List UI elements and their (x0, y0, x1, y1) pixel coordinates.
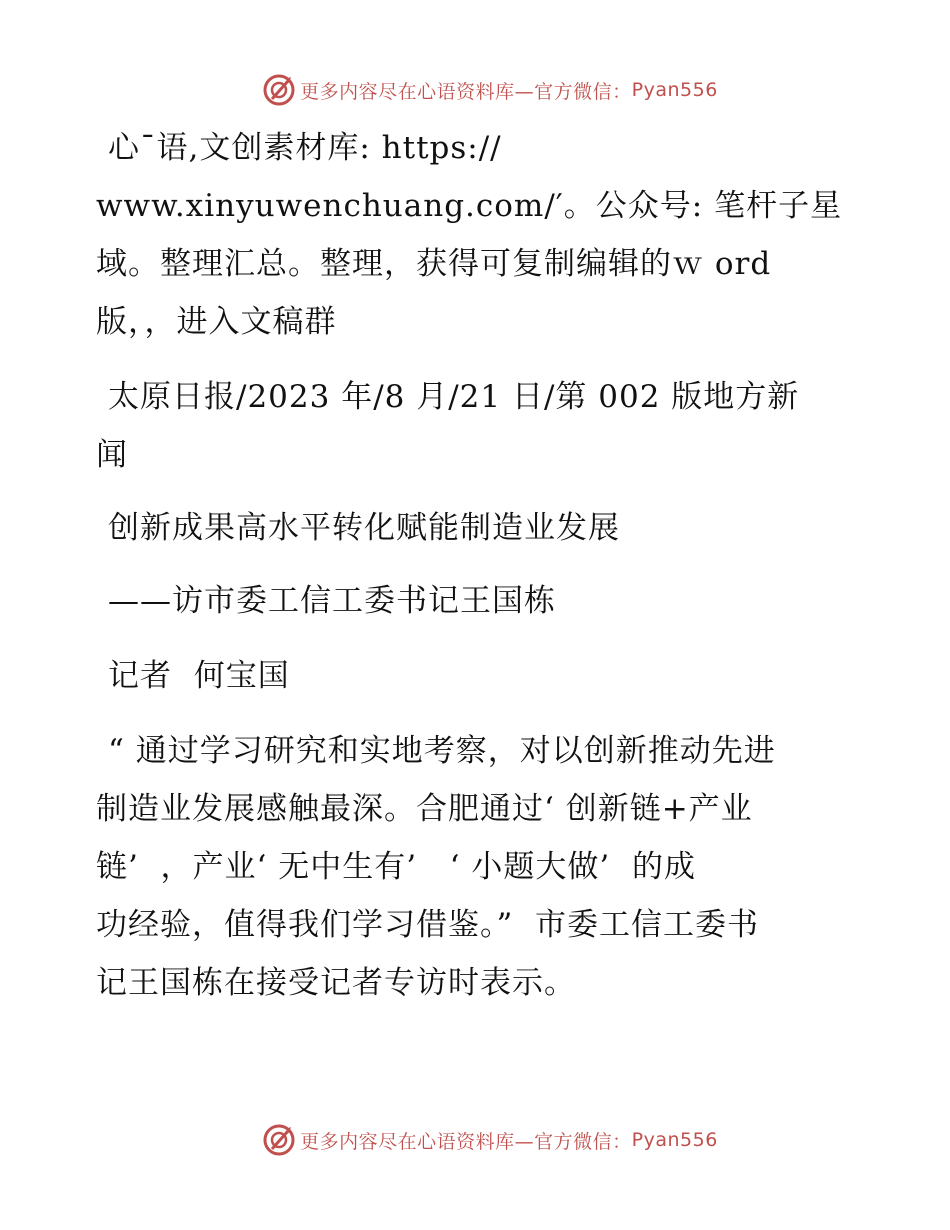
article-title: 创新成果高水平转化赋能制造业发展 (108, 510, 620, 546)
brand-logo-icon (262, 1123, 296, 1157)
footer-banner (0, 1120, 950, 1160)
intro-line-4: 版，，进入文稿群 (96, 304, 337, 340)
source-line-2: 闻 (96, 437, 128, 473)
header-banner-text: 更多内容尽在心语资料库—官方微信： (300, 80, 632, 103)
body-line-2: 制造业发展感触最深。合肥通过‘ 创新链+产业 (96, 791, 753, 827)
body-line-5: 记王国栋在接受记者专访时表示。 (96, 965, 576, 1001)
source-line-1: 太原日报/2023 年/8 月/21 日/第 002 版地方新 (108, 379, 800, 415)
brand-logo-icon (262, 73, 296, 107)
footer-wechat-id: Pyan556 (631, 1129, 718, 1151)
header-wechat-id: Pyan556 (631, 79, 718, 101)
intro-line-2: www.xinyuwenchuang.com/′。公众号: 笔杆子星 (96, 188, 843, 224)
body-line-3: 链’ ，产业‘ 无中生有’ ‘ 小题大做’ 的成 (96, 849, 696, 885)
article-subtitle: ——访市委工信工委书记王国栋 (108, 583, 556, 619)
footer-banner-text: 更多内容尽在心语资料库—官方微信： (300, 1130, 632, 1153)
intro-line-3: 域。整理汇总。整理，获得可复制编辑的ｗ ord (96, 246, 772, 282)
intro-line-1: 心¯语,文创素材库: https:// (108, 130, 502, 166)
header-banner (0, 70, 950, 110)
body-line-1: “ 通过学习研究和实地考察，对以创新推动先进 (108, 733, 776, 769)
body-line-4: 功经验，值得我们学习借鉴。” 市委工信工委书 (96, 907, 760, 943)
article-byline: 记者 何宝国 (108, 658, 290, 694)
